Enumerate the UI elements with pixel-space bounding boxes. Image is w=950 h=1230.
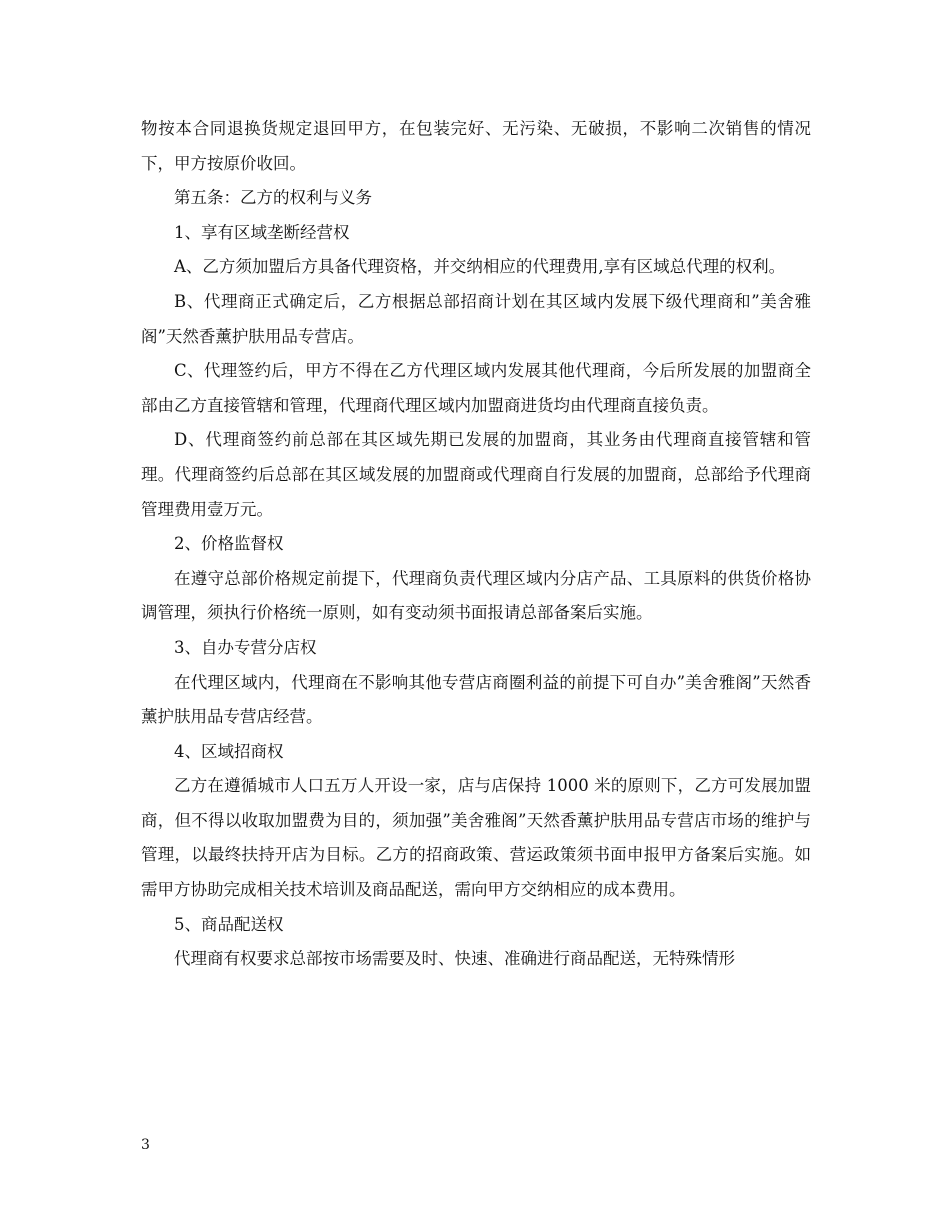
paragraph: C、代理签约后，甲方不得在乙方代理区域内发展其他代理商，今后所发展的加盟商全部由乙方直接管辖和管理，代理商代理区域内加盟商进货均由代理商直接负责。 (141, 361, 811, 415)
paragraph: A、乙方须加盟后方具备代理资格，并交纳相应的代理费用,享有区域总代理的权利。 (174, 257, 786, 277)
document-body (141, 112, 811, 977)
paragraph: 代理商有权要求总部按市场需要及时、快速、准确进行商品配送，无特殊情形 (174, 949, 735, 969)
paragraph: 在代理区域内，代理商在不影响其他专营店商圈利益的前提下可自办”美舍雅阁”天然香薰护肤用品专营店经营。 (141, 672, 811, 727)
paragraph: D、代理商签约前总部在其区域先期已发展的加盟商，其业务由代理商直接管辖和管理。代理商签约后总部在其区域发展的加盟商或代理商自行发展的加盟商，总部给予代理商管理费用壹万元。 (141, 430, 811, 519)
clause-heading: 4、区域招商权 (174, 741, 284, 761)
paragraph: 在遵守总部价格规定前提下，代理商负责代理区域内分店产品、工具原料的供货价格协调管理，须执行价格统一原则，如有变动须书面报请总部备案后实施。 (141, 568, 811, 623)
paragraph: 乙方在遵循城市人口五万人开设一家，店与店保持 1000 米的原则下，乙方可发展加盟商，但不得以收取加盟费为目的，须加强”美舍雅阁”天然香薰护肤用品专营店市场的维护与管理，以最终扶持开店为目标。乙方的招商政策、营运政策须书面申报甲方备案后实施。如需甲方协助完成相关技术培训及商品配送，需向甲方交纳相应的成本费用。 (141, 776, 811, 900)
clause-heading: 5、商品配送权 (174, 914, 284, 934)
paragraph: B、代理商正式确定后，乙方根据总部招商计划在其区域内发展下级代理商和”美舍雅阁”天然香薰护肤用品专营店。 (141, 291, 811, 346)
paragraph: 物按本合同退换货规定退回甲方，在包装完好、无污染、无破损，不影响二次销售的情况下，甲方按原价收回。 (141, 119, 811, 173)
clause-heading: 1、享有区域垄断经营权 (174, 222, 350, 242)
page-number: 3 (141, 1137, 150, 1153)
clause-heading: 2、价格监督权 (174, 534, 284, 554)
section-heading-article-5: 第五条：乙方的权利与义务 (174, 188, 372, 208)
clause-heading: 3、自办专营分店权 (174, 637, 317, 657)
